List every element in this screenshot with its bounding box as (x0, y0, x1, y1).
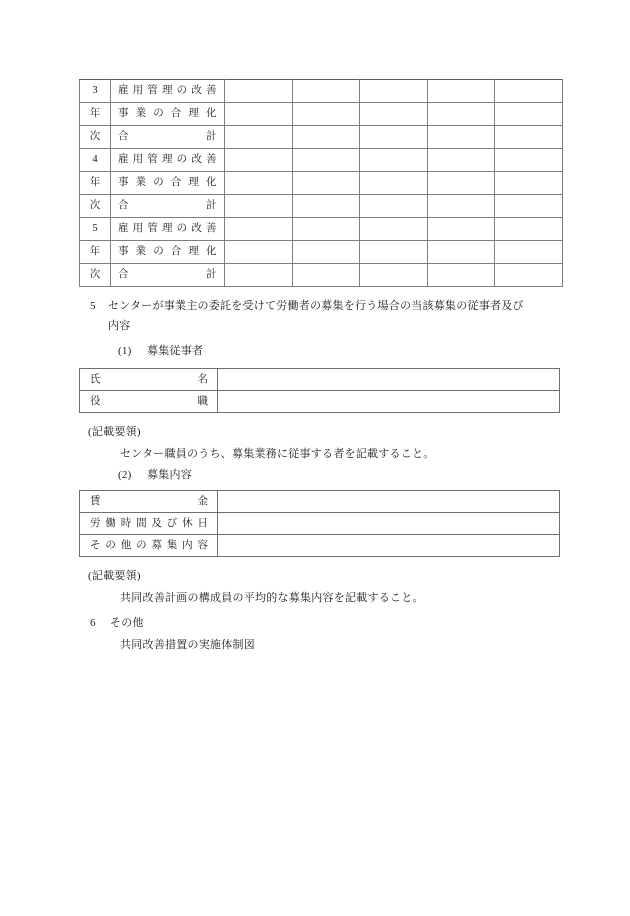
category-label: 事業の合理化 (118, 246, 217, 257)
category-cell (111, 241, 225, 264)
category-cell (111, 103, 225, 126)
category-label: 合計 (118, 200, 217, 211)
year-cell: 次 (80, 264, 111, 287)
field-label: 役職 (90, 396, 208, 407)
data-cell[interactable] (360, 126, 428, 149)
data-cell[interactable] (495, 126, 563, 149)
category-cell (111, 80, 225, 103)
category-label: 雇用管理の改善 (118, 154, 217, 165)
data-cell[interactable] (427, 218, 495, 241)
field-label-cell (80, 391, 218, 413)
field-label: 氏名 (90, 374, 208, 385)
data-cell[interactable] (225, 103, 293, 126)
data-cell[interactable] (225, 149, 293, 172)
table-row (80, 535, 560, 557)
category-cell (111, 264, 225, 287)
category-label: 雇用管理の改善 (118, 223, 217, 234)
table-row (80, 80, 563, 103)
data-cell[interactable] (292, 195, 360, 218)
data-cell[interactable] (360, 103, 428, 126)
category-label: 合計 (118, 131, 217, 142)
data-cell[interactable] (225, 218, 293, 241)
field-label: その他の募集内容 (90, 540, 208, 551)
table-row (80, 241, 563, 264)
section6-title: その他 (110, 617, 144, 629)
data-cell[interactable] (427, 126, 495, 149)
section6-number: 6 (90, 617, 96, 629)
data-cell[interactable] (292, 103, 360, 126)
field-value-cell[interactable] (218, 535, 560, 557)
category-cell (111, 172, 225, 195)
field-value-cell[interactable] (218, 391, 560, 413)
data-cell[interactable] (225, 126, 293, 149)
data-cell[interactable] (292, 241, 360, 264)
section5-sub2-note-heading: (記載要領) (88, 570, 141, 582)
data-cell[interactable] (292, 172, 360, 195)
data-cell[interactable] (360, 80, 428, 103)
data-cell[interactable] (495, 103, 563, 126)
data-cell[interactable] (427, 149, 495, 172)
year-cell: 4 (80, 149, 111, 172)
section5-sub2-note-body: 共同改善計画の構成員の平均的な募集内容を記載すること。 (120, 592, 424, 604)
section5-title-line1: センターが事業主の委託を受けて労働者の募集を行う場合の当該募集の従事者及び (108, 300, 524, 312)
table-row (80, 391, 560, 413)
data-cell[interactable] (360, 264, 428, 287)
data-cell[interactable] (427, 80, 495, 103)
table-row (80, 218, 563, 241)
year-cell: 年 (80, 103, 111, 126)
year-cell: 3 (80, 80, 111, 103)
category-label: 事業の合理化 (118, 108, 217, 119)
data-cell[interactable] (427, 264, 495, 287)
data-cell[interactable] (360, 195, 428, 218)
category-cell (111, 195, 225, 218)
table-row (80, 513, 560, 535)
data-cell[interactable] (495, 218, 563, 241)
table-row (80, 149, 563, 172)
data-cell[interactable] (292, 218, 360, 241)
schedule-table (79, 79, 563, 287)
data-cell[interactable] (292, 149, 360, 172)
table-row (80, 195, 563, 218)
section5-number: 5 (90, 300, 96, 312)
table-row (80, 491, 560, 513)
table-row (80, 126, 563, 149)
recruitment-content-table (79, 490, 560, 557)
section5-sub2-title: 募集内容 (147, 469, 192, 481)
data-cell[interactable] (225, 172, 293, 195)
category-label: 事業の合理化 (118, 177, 217, 188)
data-cell[interactable] (360, 241, 428, 264)
section5-sub1-title: 募集従事者 (147, 345, 204, 357)
data-cell[interactable] (495, 195, 563, 218)
category-cell (111, 149, 225, 172)
year-cell: 年 (80, 241, 111, 264)
category-label: 合計 (118, 269, 217, 280)
table-row (80, 103, 563, 126)
field-value-cell[interactable] (218, 513, 560, 535)
category-cell (111, 218, 225, 241)
field-label-cell (80, 535, 218, 557)
data-cell[interactable] (427, 103, 495, 126)
data-cell[interactable] (225, 80, 293, 103)
data-cell[interactable] (225, 264, 293, 287)
table-row (80, 369, 560, 391)
data-cell[interactable] (427, 172, 495, 195)
field-value-cell[interactable] (218, 369, 560, 391)
data-cell[interactable] (495, 80, 563, 103)
field-value-cell[interactable] (218, 491, 560, 513)
data-cell[interactable] (495, 149, 563, 172)
category-cell (111, 126, 225, 149)
section5-sub1-number: (1) (118, 345, 132, 357)
field-label-cell (80, 491, 218, 513)
data-cell[interactable] (427, 241, 495, 264)
data-cell[interactable] (292, 264, 360, 287)
table-row (80, 172, 563, 195)
field-label: 賃金 (90, 496, 208, 507)
data-cell[interactable] (225, 241, 293, 264)
data-cell[interactable] (225, 195, 293, 218)
year-cell: 次 (80, 195, 111, 218)
section5-sub1-note-body: センター職員のうち、募集業務に従事する者を記載すること。 (120, 448, 435, 460)
data-cell[interactable] (360, 218, 428, 241)
field-label: 労働時間及び休日 (90, 518, 208, 529)
data-cell[interactable] (360, 172, 428, 195)
table-row (80, 264, 563, 287)
year-cell: 年 (80, 172, 111, 195)
data-cell[interactable] (360, 149, 428, 172)
section5-sub2-number: (2) (118, 469, 132, 481)
data-cell[interactable] (292, 80, 360, 103)
year-cell: 5 (80, 218, 111, 241)
field-label-cell (80, 513, 218, 535)
category-label: 雇用管理の改善 (118, 85, 217, 96)
data-cell[interactable] (292, 126, 360, 149)
section5-title-line2: 内容 (108, 320, 131, 332)
recruitment-staff-table (79, 368, 560, 413)
data-cell[interactable] (427, 195, 495, 218)
field-label-cell (80, 369, 218, 391)
section5-sub1-note-heading: (記載要領) (88, 426, 141, 438)
data-cell[interactable] (495, 241, 563, 264)
data-cell[interactable] (495, 172, 563, 195)
year-cell: 次 (80, 126, 111, 149)
section6-body: 共同改善措置の実施体制図 (120, 639, 255, 651)
data-cell[interactable] (495, 264, 563, 287)
